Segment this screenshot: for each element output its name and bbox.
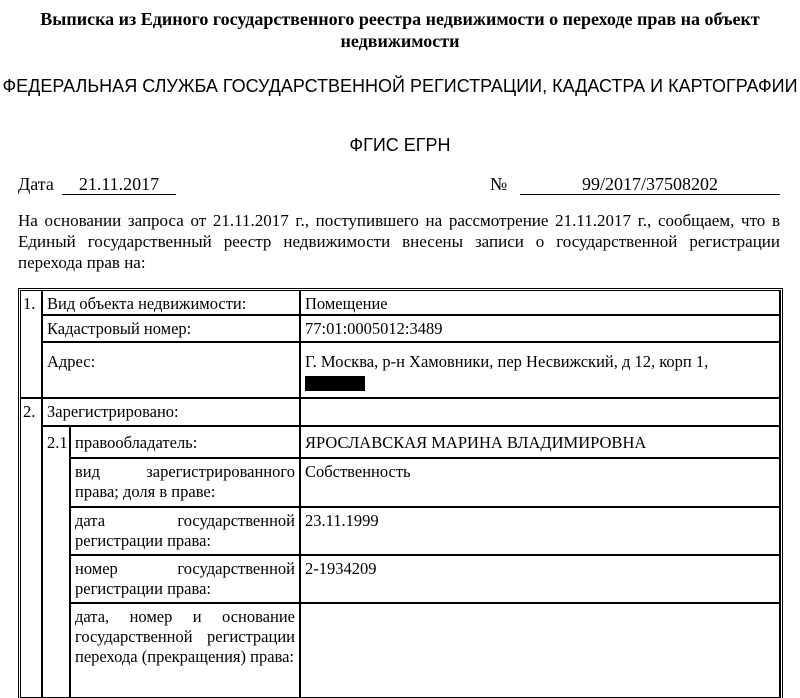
table-border-right xyxy=(782,288,783,698)
cadastral-number-label: Кадастровый номер: xyxy=(42,315,300,342)
table-border-top xyxy=(18,288,783,289)
section-2-number: 2. xyxy=(20,398,42,698)
address-value xyxy=(300,342,780,398)
transfer-basis-value xyxy=(300,603,780,698)
registration-date-value: 23.11.1999 xyxy=(300,507,780,555)
number-value: 99/2017/37508202 xyxy=(520,174,780,195)
subsection-2-1-number: 2.1 xyxy=(42,426,70,698)
registered-value xyxy=(300,398,780,426)
object-type-label: Вид объекта недвижимости: xyxy=(42,290,300,315)
right-holder-value: ЯРОСЛАВСКАЯ МАРИНА ВЛАДИМИРОВНА xyxy=(300,426,780,458)
date-value: 21.11.2017 xyxy=(62,174,176,195)
transfer-basis-label: дата, номер и основание государственной регистрации перехода (прекращения) права: xyxy=(70,603,300,698)
document-title: Выписка из Единого государственного реестра недвижимости о переходе прав на объект недвижимости xyxy=(40,9,760,51)
date-label: Дата xyxy=(18,174,54,194)
redacted-block xyxy=(305,376,365,391)
intro-paragraph: На основании запроса от 21.11.2017 г., поступившего на рассмотрение 21.11.2017 г., сообщаем, что в Единый государственный реестр недвижимости внесены записи о государственной регистрации перехода прав на: xyxy=(18,211,780,272)
registration-number-value: 2-1934209 xyxy=(300,555,780,603)
registered-label: Зарегистрировано: xyxy=(42,398,300,426)
section-1-number: 1. xyxy=(20,290,42,398)
address-text: Г. Москва, р-н Хамовники, пер Несвижский, д 12, корп 1, xyxy=(305,352,709,371)
registration-number-label: номер государственной регистрации права: xyxy=(70,555,300,603)
registration-date-label: дата государственной регистрации права: xyxy=(70,507,300,555)
address-label: Адрес: xyxy=(42,342,300,398)
table-border-right-inner xyxy=(780,290,781,698)
number-label: № xyxy=(490,174,508,194)
agency-name: ФЕДЕРАЛЬНАЯ СЛУЖБА ГОСУДАРСТВЕННОЙ РЕГИСТРАЦИИ, КАДАСТРА И КАРТОГРАФИИ xyxy=(2,76,798,96)
right-type-value: Собственность xyxy=(300,458,780,507)
right-holder-label: правообладатель: xyxy=(70,426,300,458)
right-type-label: вид зарегистрированного права; доля в праве: xyxy=(70,458,300,507)
table-border-left xyxy=(18,288,19,698)
object-type-value: Помещение xyxy=(300,290,780,315)
system-name: ФГИС ЕГРН xyxy=(349,135,451,155)
cadastral-number-value: 77:01:0005012:3489 xyxy=(300,315,780,342)
